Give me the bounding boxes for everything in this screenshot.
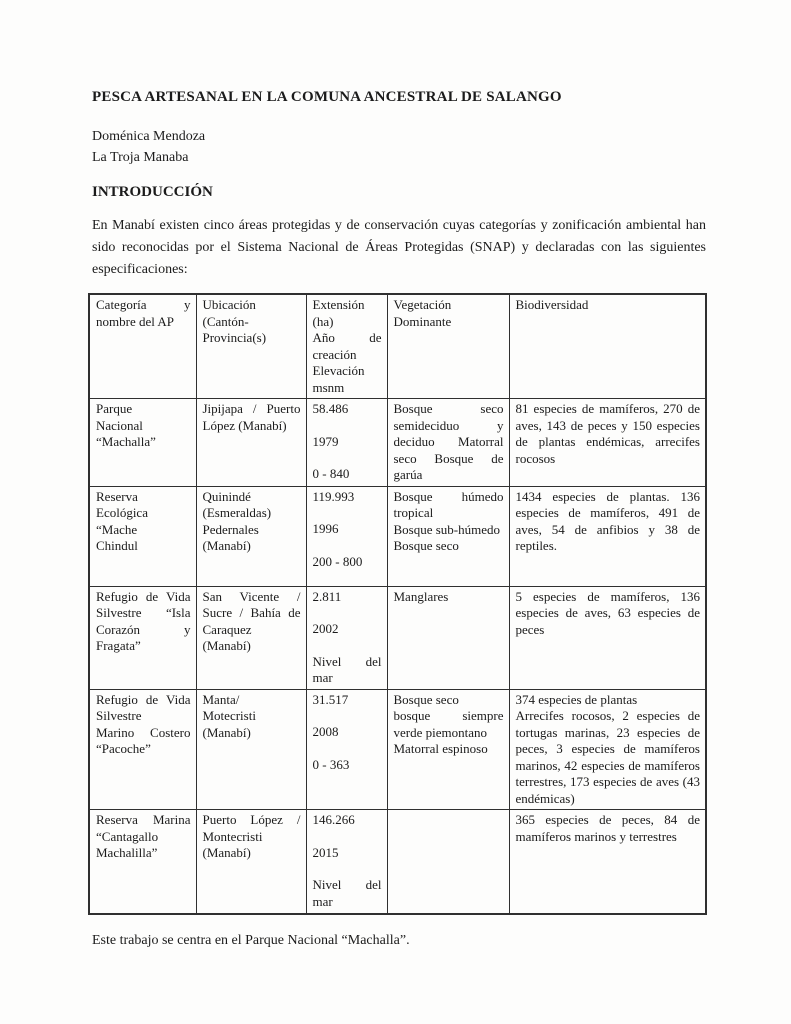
cell-text: 1434 especies de plantas. 136 especies de mamíferos, 491 de aves, 54 de anfibios y 38 de reptiles. [515,488,700,553]
cell-location [196,586,306,689]
header-line: Año de [312,330,382,345]
cell-text: 81 especies de mamíferos, 270 de aves, 143 de peces y 150 especies de plantas endémicas, arrecifes rocosos [515,401,700,466]
cell-location [196,689,306,810]
author-name-1: Doménica Mendoza [92,129,206,144]
cell-text: Refugio de Vida Silvestre “Isla Corazón y Fragata” [96,588,191,653]
cell-text: 58.486 [312,401,349,416]
cell-vegetation-empty [387,810,509,914]
header-text: Vegetación Dominante [393,297,452,329]
cell-category [89,399,196,487]
header-text: Biodiversidad [515,297,589,312]
cell-vegetation [387,486,509,586]
cell-text: 0 - 363 [312,756,350,772]
cell-text: Bosque seco [393,691,459,707]
cell-text: Manta/ [202,691,240,707]
cell-text: 5 especies de mamíferos, 136 especies de aves, 63 especies de peces [515,588,700,637]
cell-text: 2015 [312,844,339,860]
cell-text: 2.811 [312,588,342,604]
cell-text: 31.517 [312,691,349,707]
row-reserva-ecologica-mache-chindul [89,486,706,586]
cell-text: 200 - 800 [312,553,363,569]
closing-paragraph: Este trabajo se centra en el Parque Nacional “Machalla”. [92,932,410,948]
cell-text: 2008 [312,724,339,739]
cell-text: Motecristi [202,708,256,723]
cell-text: Nivel del mar [312,877,382,909]
cell-vegetation [387,399,509,487]
cell-text: 146.266 [312,812,355,827]
cell-text: 119.993 [312,488,355,504]
cell-text: Bosque seco [393,538,459,553]
cell-text: bosque siempre verde piemontano [393,708,504,740]
document-title: PESCA ARTESANAL EN LA COMUNA ANCESTRAL DE SALANGO [92,89,562,105]
cell-vegetation [387,689,509,810]
section-heading-introduccion: INTRODUCCIÓN [92,184,213,200]
cell-text: Quinindé [202,488,251,504]
row-parque-nacional-machalla [89,399,706,487]
cell-text: 1996 [312,521,339,536]
header-line: Extensión [312,297,365,312]
header-line: Elevación [312,363,365,378]
cell-text: Nacional [96,417,143,433]
header-line: msnm [312,379,345,395]
header-line: creación [312,346,357,362]
row-refugio-isla-corazon-fragata [89,586,706,689]
header-text: Categoría y nombre del AP [96,297,191,329]
cell-biodiversity [509,810,706,914]
cell-text: Nivel del mar [312,653,382,685]
cell-text: “Pacoche” [96,741,151,756]
cell-category [89,486,196,586]
cell-biodiversity [509,586,706,689]
cell-text: Refugio de Vida [96,691,191,707]
cell-location [196,399,306,487]
col-header-category [89,294,196,399]
cell-biodiversity [509,689,706,810]
author-name-2: La Troja Manaba [92,150,189,165]
col-header-biodiversity [509,294,706,399]
cell-text: Chindul [96,538,138,553]
cell-text: (Manabí) [202,538,251,553]
cell-text: Parque [96,401,133,416]
cell-text: 0 - 840 [312,466,350,481]
cell-text: Reserva [96,488,138,504]
protected-areas-table [88,293,707,915]
cell-text: 365 especies de peces, 84 de mamíferos marinos y terrestres [515,812,700,844]
cell-extension [306,586,387,689]
cell-text: Jipijapa / Puerto [202,401,301,416]
cell-category [89,586,196,689]
cell-text: San Vicente / Sucre / Bahía de Caraquez (Manabí) [202,588,301,653]
cell-category [89,810,196,914]
cell-text: Marino Costero [96,724,191,740]
col-header-extension [306,294,387,399]
cell-text: “Machalla” [96,434,156,449]
cell-text: Ecológica [96,505,148,520]
cell-text: Puerto López / Montecristi (Manabí) [202,812,301,860]
col-header-vegetation [387,294,509,399]
table-header-row [89,294,706,399]
cell-extension [306,689,387,810]
header-text: Ubicación (Cantón-Provincia(s) [202,297,267,345]
cell-text: Matorral espinoso [393,741,488,756]
intro-paragraph: En Manabí existen cinco áreas protegidas y de conservación cuyas categorías y zonificación ambiental han sido reconocidas por el Sistema Nacional de Áreas Protegidas (SNAP) y declaradas con las siguientes especificaciones: [92,218,706,277]
header-line: (ha) [312,313,334,329]
cell-text: (Esmeraldas) [202,505,272,520]
cell-text: 1979 [312,433,339,449]
cell-text: “Mache [96,521,138,537]
page-content [92,88,706,952]
cell-vegetation [387,586,509,689]
cell-text: Manglares [393,588,449,604]
cell-location [196,486,306,586]
cell-text: Pedernales [202,521,259,537]
cell-category [89,689,196,810]
cell-text: Bosque húmedo tropical [393,488,504,520]
cell-text: 2002 [312,621,339,636]
row-refugio-marino-costero-pacoche [89,689,706,810]
cell-text: Bosque sub-húmedo [393,521,501,537]
row-reserva-marina-cantagallo-machalilla [89,810,706,914]
cell-location [196,810,306,914]
cell-extension [306,810,387,914]
cell-text: Arrecifes rocosos, 2 especies de tortugas marinas, 23 especies de peces, 3 especies de mamíferos marinos, 42 especies de mamíferos terrestres, 173 especies de aves (43 endémicas) [515,708,700,806]
cell-text: (Manabí) [202,724,251,740]
cell-text: Bosque seco semideciduo y deciduo Matorral seco Bosque de garúa [393,401,504,482]
col-header-location [196,294,306,399]
cell-extension [306,399,387,487]
cell-text: Silvestre [96,708,142,723]
cell-text: 374 especies de plantas [515,691,638,707]
cell-text: Reserva Marina “Cantagallo Machalilla” [96,812,191,860]
cell-text: López (Manabí) [202,417,287,433]
cell-extension [306,486,387,586]
cell-biodiversity [509,486,706,586]
cell-biodiversity [509,399,706,487]
